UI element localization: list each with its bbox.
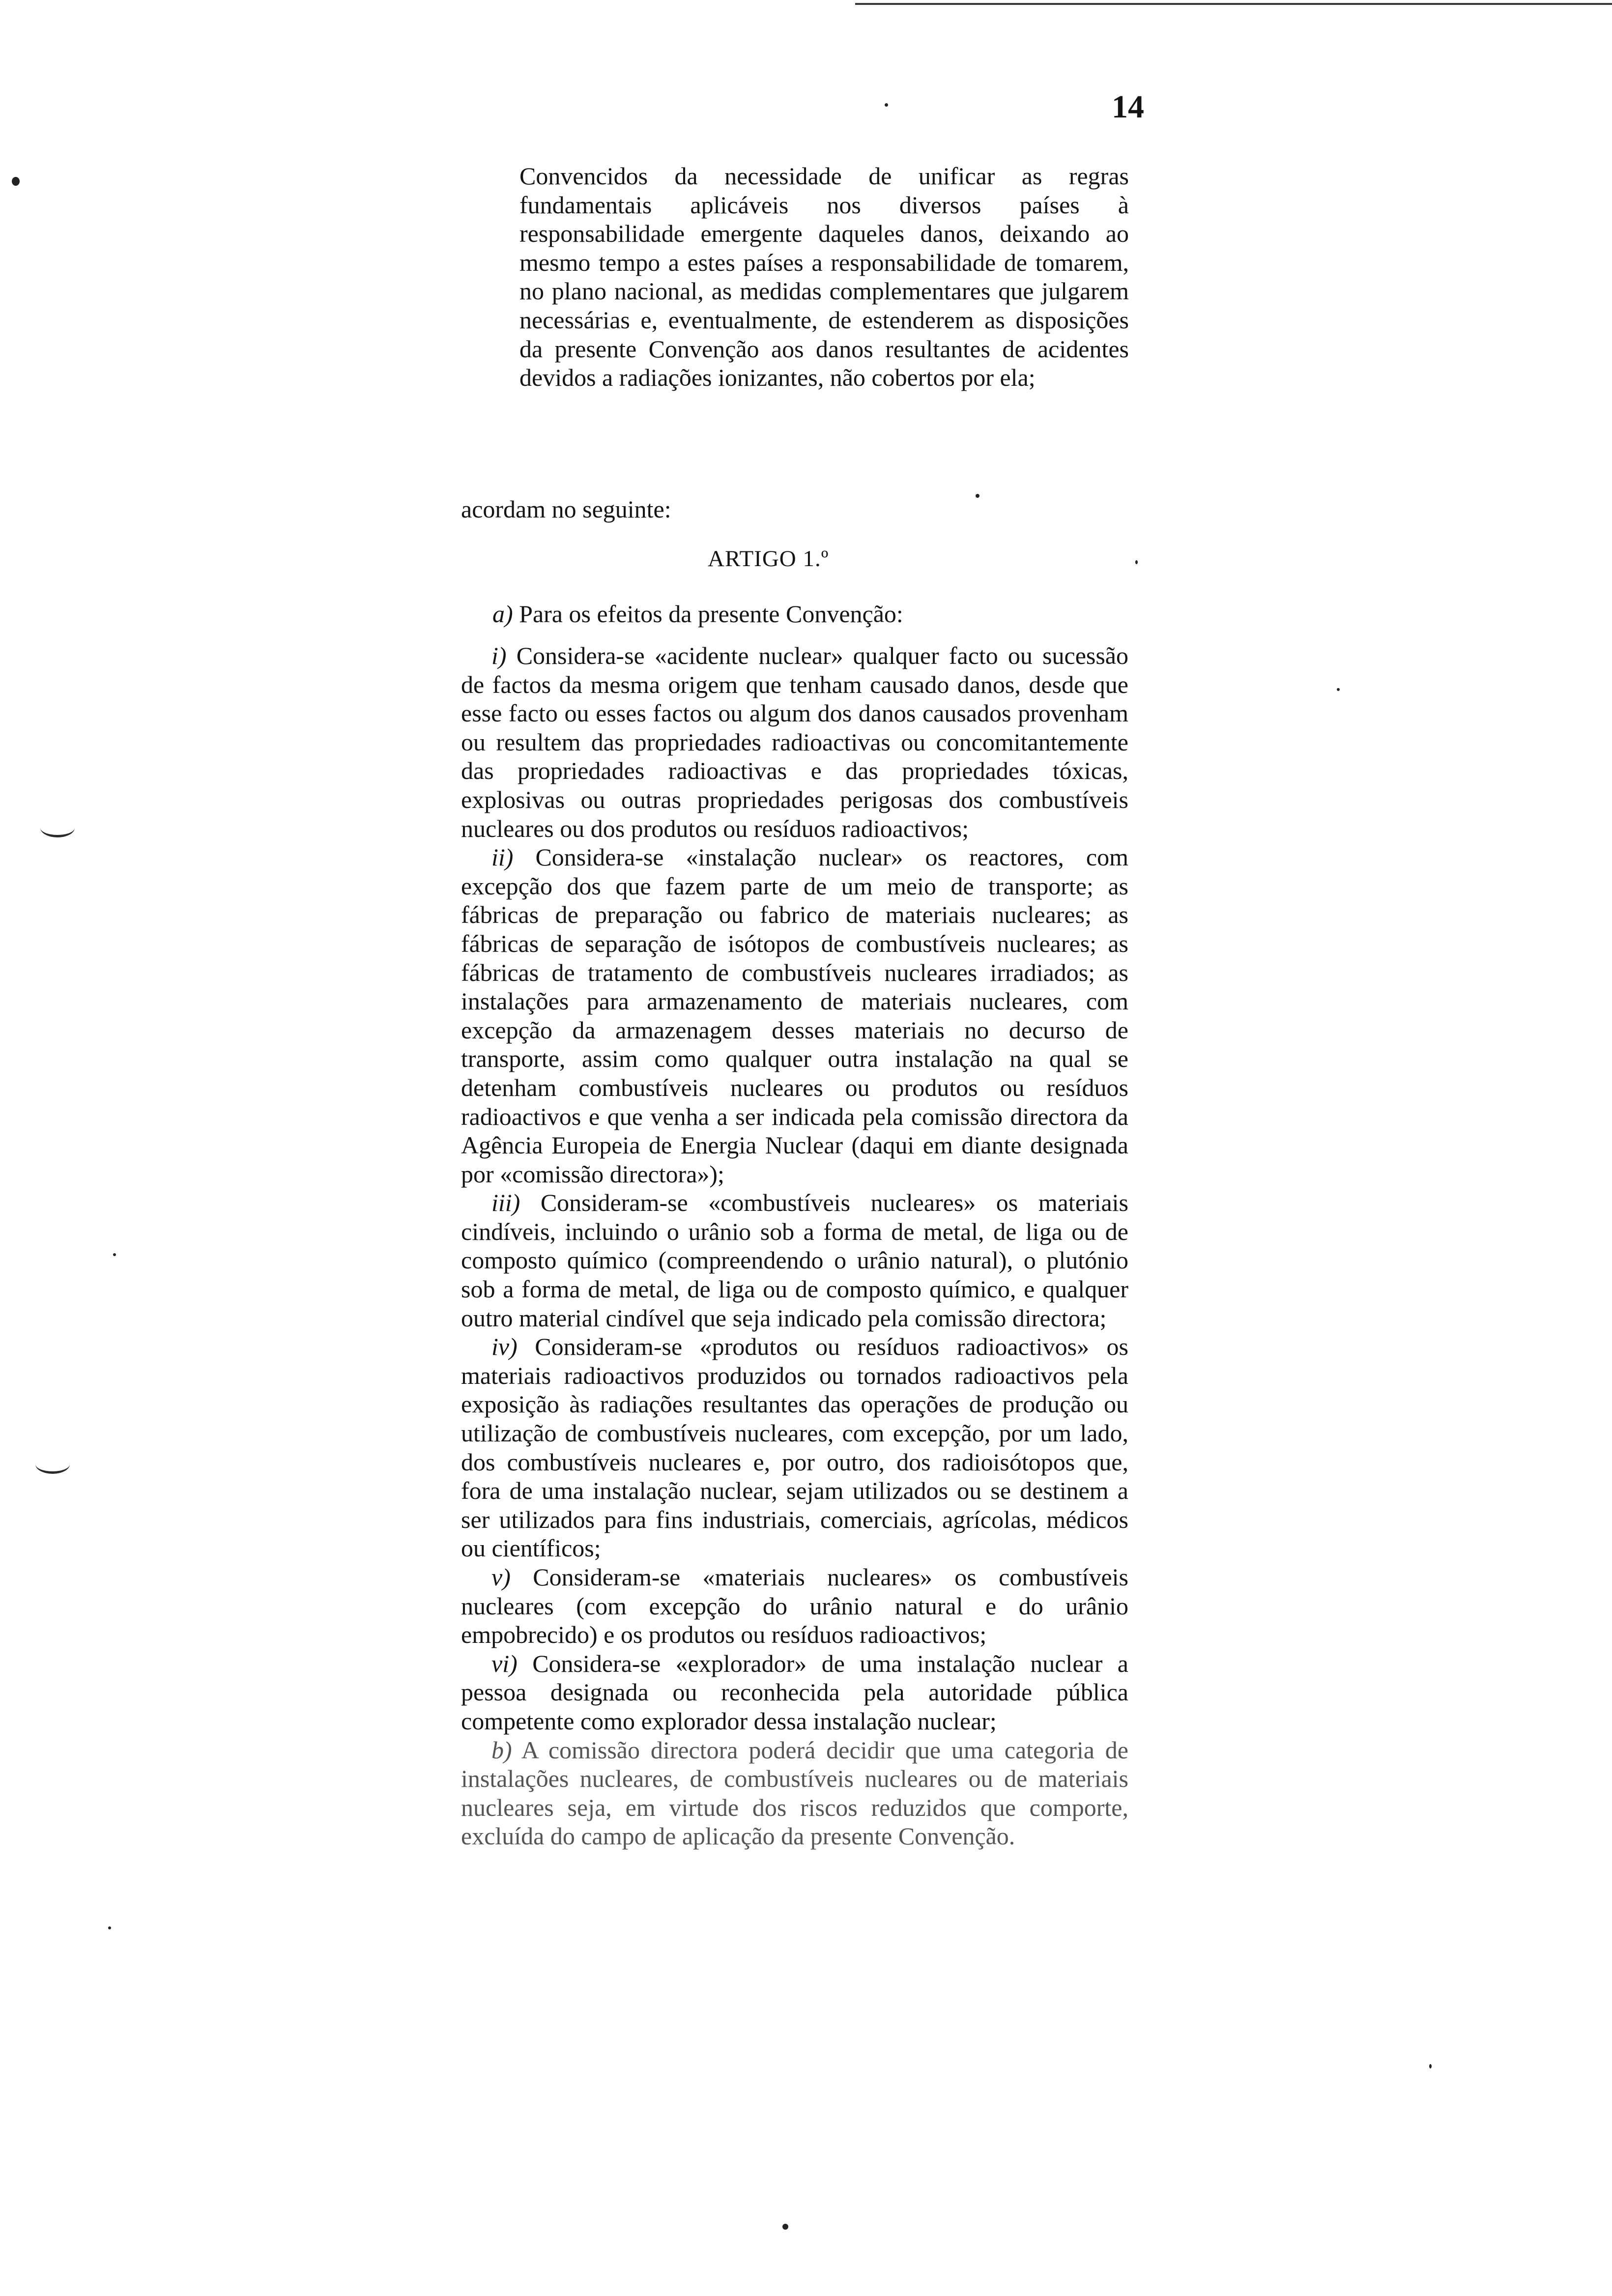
- definition-item-ii: [461, 843, 1128, 1188]
- item-text: Considera-se «acidente nuclear» qualquer facto ou sucessão de factos da mesma origem que tenham causado danos, desde que esse facto ou esses factos ou algum dos danos causados provenham ou resultem das propriedades radioactivas ou concomitantemente das propriedades radioactivas e das propriedades tóxicas, explosivas ou outras propriedades perigosas dos combustíveis nucleares ou dos produtos ou resíduos radioactivos;: [461, 642, 1129, 842]
- section-a-intro: [492, 600, 1131, 629]
- scan-speck: [12, 177, 20, 186]
- definition-item-iv: [461, 1332, 1128, 1563]
- scan-speck: [782, 2224, 788, 2230]
- preamble-text: Convencidos da necessidade de unificar as regras fundamentais aplicáveis nos diversos países à responsabilidade emergente daqueles danos, deixando ao mesmo tempo a estes países a responsabilidade de tomarem, no plano nacional, as medidas complementares que julgarem necessárias e, eventualmente, de estenderem as disposições da presente Convenção aos danos resultantes de acidentes devidos a radiações ionizantes, não cobertos por ela;: [519, 162, 1129, 392]
- definition-item-v: [461, 1563, 1128, 1649]
- item-marker: b): [491, 1736, 512, 1764]
- item-marker: vi): [491, 1649, 518, 1677]
- top-border-rule: [855, 3, 1612, 5]
- item-text: Consideram-se «combustíveis nucleares» os materiais cindíveis, incluindo o urânio sob a forma de metal, de liga ou de composto químico (compreendendo o urânio natural), o plutónio sob a forma de metal, de liga ou de composto químico, e qualquer outro material cindível que seja indicado pela comissão directora;: [461, 1189, 1128, 1332]
- scan-speck: [1135, 560, 1138, 564]
- item-text: A comissão directora poderá decidir que uma categoria de instalações nucleares, de combustíveis nucleares ou de materiais nucleares seja, em virtude dos riscos reduzidos que comporte, excluída do campo de aplicação da presente Convenção.: [461, 1736, 1128, 1850]
- item-text: Consideram-se «materiais nucleares» os combustíveis nucleares (com excepção do urânio natural e do urânio empobrecido) e os produtos ou resíduos radioactivos;: [461, 1563, 1128, 1649]
- section-b-paragraph: [461, 1736, 1128, 1851]
- definition-item-iii: [461, 1188, 1128, 1332]
- scan-speck: [108, 1926, 111, 1929]
- definitions-list: [461, 641, 1128, 1851]
- preamble-paragraph: [519, 162, 1129, 392]
- page-number: 14: [1112, 89, 1144, 125]
- scan-speck: [113, 1253, 116, 1256]
- item-marker: iii): [491, 1189, 520, 1217]
- item-marker: v): [491, 1563, 511, 1591]
- item-text: Consideram-se «produtos ou resíduos radioactivos» os materiais radioactivos produzidos ou tornados radioactivos pela exposição às radiações resultantes das operações de produção ou utilização de combustíveis nucleares, com excepção, por um lado, dos combustíveis nucleares e, por outro, dos radioisótopos que, fora de uma instalação nuclear, sejam utilizados ou se destinem a ser utilizados para fins industriais, comerciais, agrícolas, médicos ou científicos;: [461, 1333, 1128, 1562]
- scan-speck: [1429, 2064, 1432, 2068]
- definition-item-i: [461, 641, 1128, 843]
- section-a-text: Para os efeitos da presente Convenção:: [519, 600, 903, 628]
- definition-item-vi: [461, 1649, 1128, 1736]
- scan-hole-mark: [35, 1455, 70, 1474]
- article-heading: ARTIGO 1.º: [708, 546, 829, 572]
- item-marker: i): [491, 642, 507, 669]
- item-marker: ii): [491, 843, 514, 871]
- scan-speck: [976, 494, 979, 498]
- scan-hole-mark: [40, 818, 75, 837]
- section-a-marker: a): [492, 600, 513, 628]
- scan-speck: [1337, 688, 1340, 691]
- scan-speck: [885, 103, 888, 107]
- acordam-line: acordam no seguinte:: [461, 495, 671, 523]
- item-marker: iv): [491, 1333, 518, 1361]
- item-text: Considera-se «explorador» de uma instalação nuclear a pessoa designada ou reconhecida pela autoridade pública competente como explorador dessa instalação nuclear;: [461, 1649, 1128, 1735]
- item-text: Considera-se «instalação nuclear» os reactores, com excepção dos que fazem parte de um meio de transporte; as fábricas de preparação ou fabrico de materiais nucleares; as fábricas de separação de isótopos de combustíveis nucleares; as fábricas de tratamento de combustíveis nucleares irradiados; as instalações para armazenamento de materiais nucleares, com excepção da armazenagem desses materiais no decurso de transporte, assim como qualquer outra instalação na qual se detenham combustíveis nucleares ou produtos ou resíduos radioactivos e que venha a ser indicada pela comissão directora da Agência Europeia de Energia Nuclear (daqui em diante designada por «comissão directora»);: [461, 843, 1128, 1188]
